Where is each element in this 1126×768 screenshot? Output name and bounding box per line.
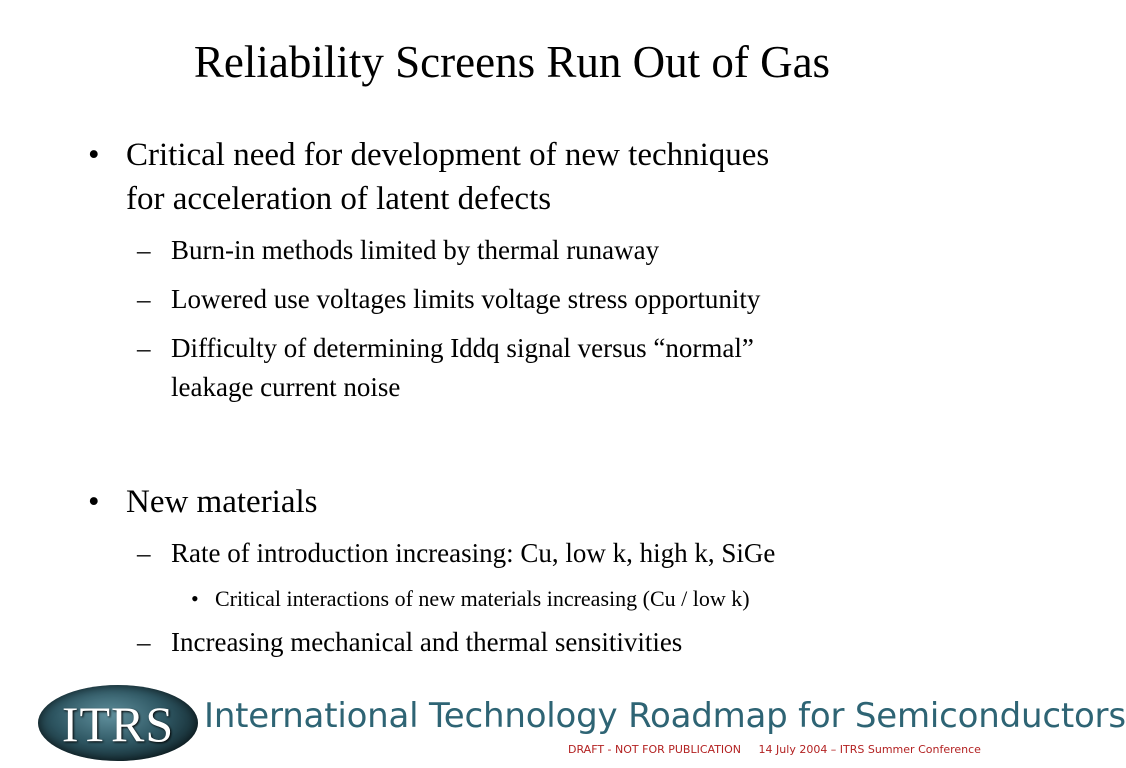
- sub-bullet-burn-in: [137, 231, 951, 270]
- sub-sub-bullet-interactions: [191, 585, 975, 613]
- dash-icon: –: [137, 538, 151, 568]
- sub-bullet-rate-of-introduction: [137, 534, 951, 573]
- bullet-new-materials: [88, 480, 926, 524]
- sub-bullet-text: leakage current noise: [171, 372, 401, 402]
- bullet-critical-need: [88, 133, 926, 221]
- sub-bullet-text: Burn-in methods limited by thermal runaway: [171, 235, 660, 265]
- itrs-logo: [38, 685, 198, 761]
- sub-bullet-lowered-voltages: [137, 280, 951, 319]
- bullet-text: New materials: [126, 484, 318, 520]
- dash-icon: –: [137, 627, 151, 657]
- dash-icon: –: [137, 284, 151, 314]
- slide-footer: [0, 680, 1126, 768]
- sub-bullet-text: Rate of introduction increasing: Cu, low k, high k, SiGe: [171, 538, 776, 568]
- dash-icon: –: [137, 333, 151, 363]
- itrs-logo-text: ITRS: [61, 696, 175, 752]
- sub-bullet-text: Increasing mechanical and thermal sensitivities: [171, 627, 683, 657]
- sub-bullet-iddq: [137, 329, 951, 407]
- sub-bullet-text: Lowered use voltages limits voltage stress opportunity: [171, 284, 761, 314]
- footer-notice: [568, 743, 981, 756]
- bullet-dot-icon: •: [191, 586, 199, 611]
- sub-bullet-text: Difficulty of determining Iddq signal versus “normal”: [171, 333, 754, 363]
- sub-bullet-mechanical-thermal: [137, 623, 951, 662]
- slide-title: Reliability Screens Run Out of Gas: [193, 37, 831, 87]
- conference-note: 14 July 2004 – ITRS Summer Conference: [758, 743, 981, 756]
- footer-banner: International Technology Roadmap for Semiconductors: [204, 696, 1126, 736]
- bullet-text: for acceleration of latent defects: [126, 181, 552, 217]
- bullet-dot-icon: •: [88, 137, 100, 173]
- draft-notice: DRAFT - NOT FOR PUBLICATION: [568, 743, 742, 756]
- bullet-text: Critical need for development of new techniques: [126, 137, 770, 173]
- sub-sub-bullet-text: Critical interactions of new materials increasing (Cu / low k): [215, 586, 750, 611]
- dash-icon: –: [137, 235, 151, 265]
- bullet-dot-icon: •: [88, 484, 100, 520]
